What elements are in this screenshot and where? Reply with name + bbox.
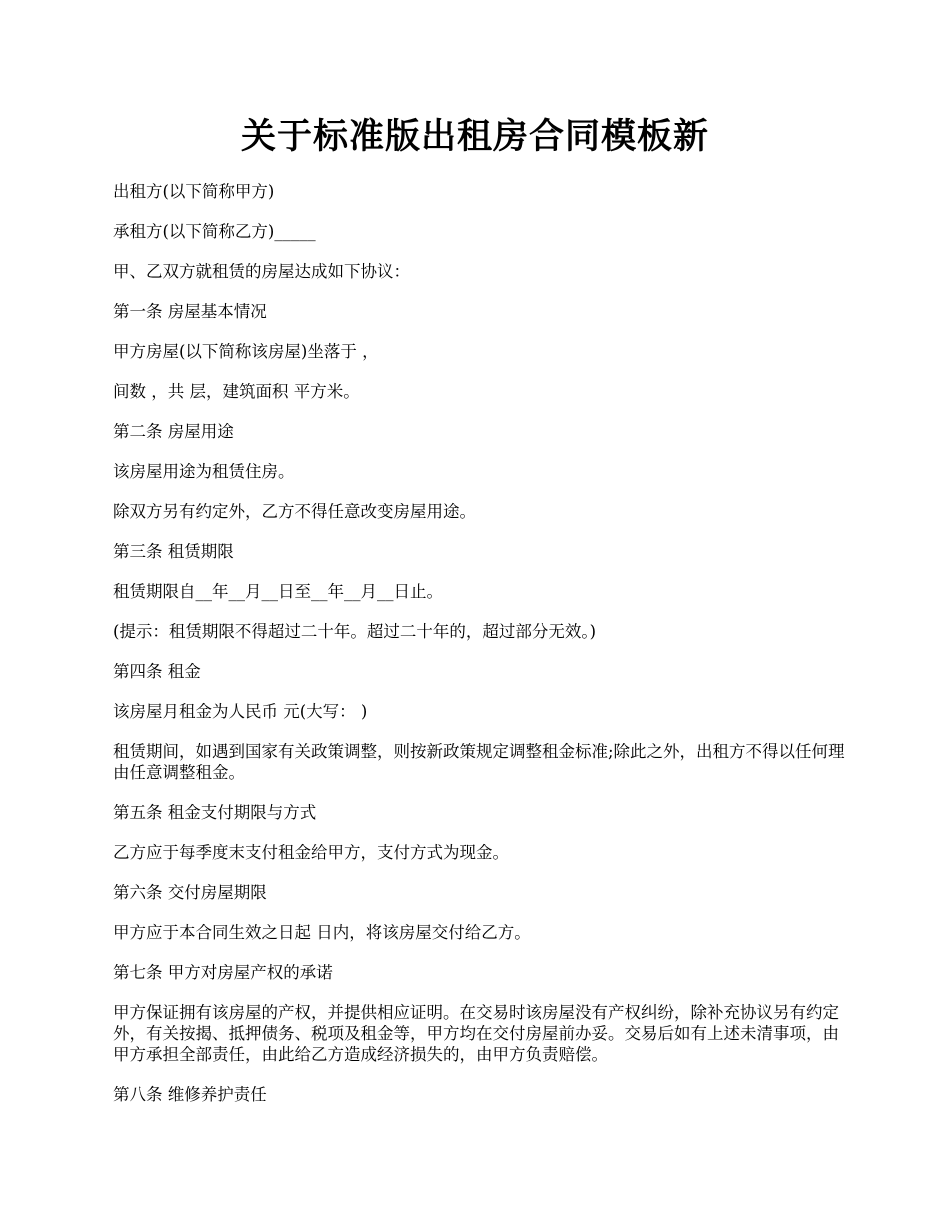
document-body xyxy=(113,181,853,1124)
document-title: 关于标准版出租房合同模板新 xyxy=(240,116,709,157)
article-3-heading: 第三条 租赁期限 xyxy=(113,542,234,561)
article-4-amount: 该房屋月租金为人民币 元(大写： ) xyxy=(113,702,368,721)
article-3-term: 租赁期限自__年__月__日至__年__月__日止。 xyxy=(113,582,443,601)
article-7-heading: 第七条 甲方对房屋产权的承诺 xyxy=(113,963,333,982)
article-3-note: (提示：租赁期限不得超过二十年。超过二十年的，超过部分无效。) xyxy=(113,622,597,641)
party-b-line: 承租方(以下简称乙方)_____ xyxy=(113,222,316,241)
article-1-area: 间数 ，共 层，建筑面积 平方米。 xyxy=(113,382,360,401)
article-6-heading: 第六条 交付房屋期限 xyxy=(113,883,267,902)
article-2-heading: 第二条 房屋用途 xyxy=(113,422,234,441)
article-2-usage: 该房屋用途为租赁住房。 xyxy=(113,462,295,481)
party-a-line: 出租方(以下简称甲方) xyxy=(113,182,275,201)
article-7-warranty: 甲方保证拥有该房屋的产权，并提供相应证明。在交易时该房屋没有产权纠纷，除补充协议另有约定外，有关按揭、抵押债务、税项及租金等，甲方均在交付房屋前办妥。交易后如有上述未清事项，由甲方承担全部责任，由此给乙方造成经济损失的，由甲方负责赔偿。 xyxy=(113,1003,839,1064)
article-8-heading: 第八条 维修养护责任 xyxy=(113,1085,267,1104)
agreement-intro: 甲、乙双方就租赁的房屋达成如下协议： xyxy=(113,262,410,281)
article-4-adjustment: 租赁期间，如遇到国家有关政策调整，则按新政策规定调整租金标准;除此之外，出租方不得以任何理由任意调整租金。 xyxy=(113,742,845,782)
article-2-restriction: 除双方另有约定外，乙方不得任意改变房屋用途。 xyxy=(113,502,476,521)
article-6-delivery: 甲方应于本合同生效之日起 日内，将该房屋交付给乙方。 xyxy=(113,923,531,942)
article-1-heading: 第一条 房屋基本情况 xyxy=(113,302,267,321)
article-5-heading: 第五条 租金支付期限与方式 xyxy=(113,803,317,822)
article-4-heading: 第四条 租金 xyxy=(113,662,201,681)
article-1-location: 甲方房屋(以下简称该房屋)坐落于 ， xyxy=(113,342,379,361)
article-5-payment: 乙方应于每季度末支付租金给甲方，支付方式为现金。 xyxy=(113,843,509,862)
